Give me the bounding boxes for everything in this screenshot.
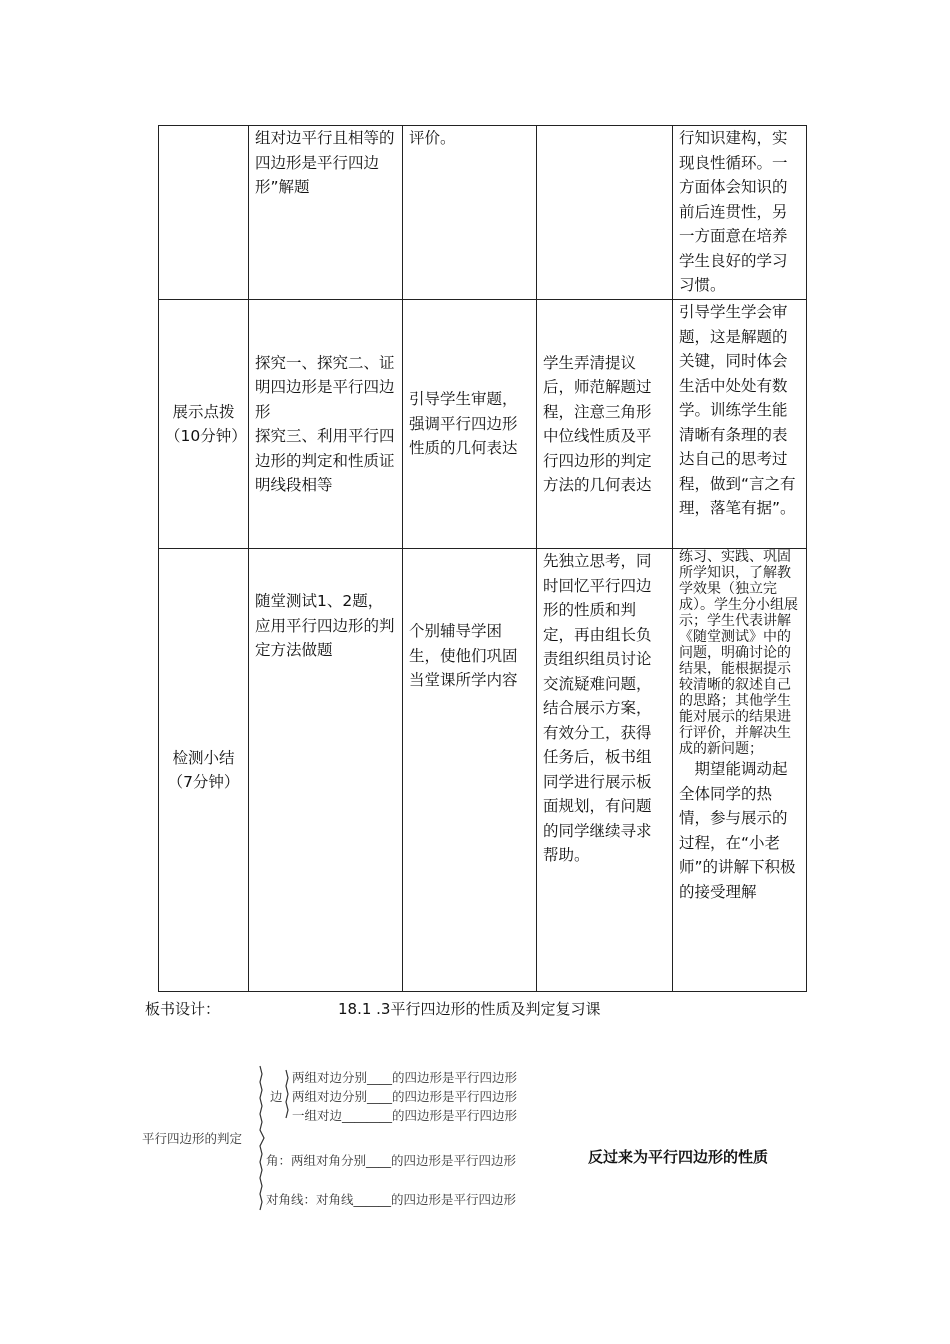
table-row — [159, 126, 807, 300]
teacher-cell — [403, 549, 537, 992]
teacher-cell: 评价。 — [403, 126, 537, 300]
board-caption-title: 18.1 .3平行四边形的性质及判定复习课 — [338, 1000, 601, 1018]
stage-cell: 展示点拨（10分钟） — [159, 300, 249, 549]
board-edge-item: 两组对边分别____的四边形是平行四边形 — [292, 1089, 518, 1104]
lesson-table — [158, 125, 807, 992]
intent-dense-text: 练习、实践、巩固所学知识，了解教学效果（独立完成）。学生分小组展示；学生代表讲解《随堂测试》中的问题，明确讨论的结果，能根据提示较清晰的叙述自己的思路；其他学生能对展示的结果进行评价，并解决生成的新问题； — [679, 549, 798, 757]
intent-text: 期望能调动起全体同学的热情，参与展示的过程，在“小老师”的讲解下积极的接受理解 — [679, 760, 796, 901]
student-cell: 学生弄清提议后，师范解题过程，注意三角形中位线性质及平行四边形的判定方法的几何表达 — [537, 300, 673, 549]
board-edge-item: 一组对边________的四边形是平行四边形 — [292, 1108, 518, 1123]
board-edge-label: 边 — [270, 1089, 283, 1104]
board-note: 反过来为平行四边形的性质 — [588, 1148, 769, 1166]
board-edge-item: 两组对边分别____的四边形是平行四边形 — [292, 1070, 518, 1085]
intent-cell — [673, 549, 807, 992]
content-cell: 探究一、探究二、证明四边形是平行四边形 探究三、利用平行四边形的判定和性质证明线段相等 — [249, 300, 403, 549]
board-caption-label: 板书设计： — [145, 1000, 221, 1018]
content-cell: 组对边平行且相等的四边形是平行四边形”解题 — [249, 126, 403, 300]
stage-cell — [159, 126, 249, 300]
board-diagonal-item: 对角线：对角线______的四边形是平行四边形 — [266, 1192, 517, 1207]
student-cell: 先独立思考，同时回忆平行四边形的性质和判定，再由组长负责组织组员讨论交流疑难问题，结合展示方案，有效分工，获得任务后，板书组同学进行展示板面规划，有问题的同学继续寻求帮助。 — [537, 549, 673, 992]
table-row — [159, 549, 807, 992]
intent-cell: 引导学生学会审题，这是解题的关键，同时体会生活中处处有数学。训练学生能清晰有条理的表达自己的思考过程，做到“言之有理，落笔有据”。 — [673, 300, 807, 549]
content-cell — [249, 549, 403, 992]
table-row — [159, 300, 807, 549]
content-text: 随堂测试1、2题，应用平行四边形的判定方法做题 — [255, 592, 395, 659]
intent-cell: 行知识建构，实现良性循环。一方面体会知识的前后连贯性，另一方面意在培养学生良好的学习习惯。 — [673, 126, 807, 300]
stage-cell: 检测小结（7分钟） — [159, 549, 249, 992]
teacher-text: 个别辅导学困生，使他们巩固当堂课所学内容 — [409, 622, 518, 689]
teacher-cell: 引导学生审题，强调平行四边形性质的几何表达 — [403, 300, 537, 549]
student-cell — [537, 126, 673, 300]
board-root-label: 平行四边形的判定 — [142, 1131, 243, 1146]
board-angle-item: 角：两组对角分别____的四边形是平行四边形 — [266, 1153, 517, 1168]
